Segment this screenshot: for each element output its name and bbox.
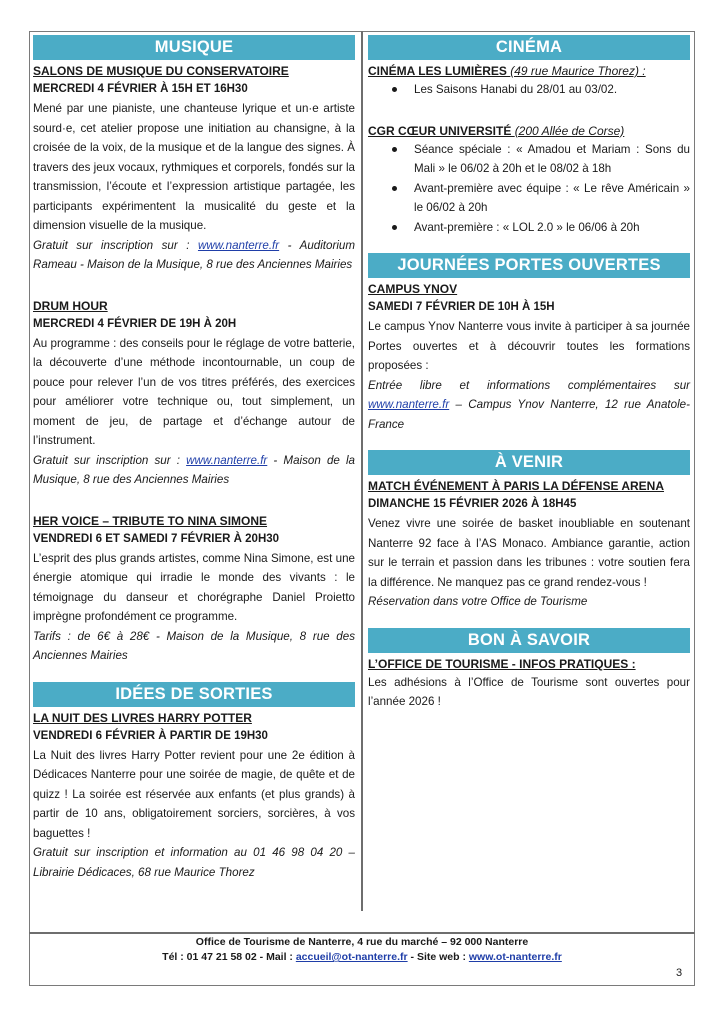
section-idees-de-sorties xyxy=(33,682,355,883)
footer-divider xyxy=(29,932,695,934)
venue-cgr-coeur-universite xyxy=(368,123,690,238)
section-header-bon-a-savoir: BON À SAVOIR xyxy=(368,628,690,653)
section-bon-a-savoir xyxy=(368,628,690,712)
screening-list xyxy=(388,140,690,238)
event-info: Réservation dans votre Office de Tourisme xyxy=(368,595,588,608)
bullet-icon xyxy=(392,147,397,152)
screening-item: Les Saisons Hanabi du 28/01 au 03/02. xyxy=(388,80,690,100)
screening-list xyxy=(388,80,690,100)
left-column xyxy=(33,35,355,882)
screening-item: Avant-première : « LOL 2.0 » le 06/06 à 20h xyxy=(388,218,690,238)
event-date: MERCREDI 4 FÉVRIER À 15H ET 16H30 xyxy=(33,83,248,95)
nanterre-link[interactable]: www.nanterre.fr xyxy=(186,453,268,467)
section-header-cinema: CINÉMA xyxy=(368,35,690,60)
event-salons-de-musique xyxy=(33,63,355,275)
info-prefix: Gratuit sur inscription sur : xyxy=(33,453,187,467)
event-date: SAMEDI 7 FÉVRIER DE 10H À 15H xyxy=(368,301,555,313)
info-suffix: - Maison de la Musique, 8 rue des Anciennes Mairies xyxy=(33,453,355,486)
event-title: MATCH ÉVÉNEMENT À PARIS LA DÉFENSE ARENA xyxy=(368,479,665,493)
website-link[interactable]: www.ot-nanterre.fr xyxy=(468,951,562,963)
event-title: LA NUIT DES LIVRES HARRY POTTER xyxy=(33,710,252,725)
venue-title xyxy=(368,63,690,80)
event-date: VENDREDI 6 ET SAMEDI 7 FÉVRIER À 20H30 xyxy=(33,532,280,545)
venue-name: CGR CŒUR UNIVERSITÉ xyxy=(368,123,515,138)
screening-item: Séance spéciale : « Amadou et Mariam : Sons du Mali » le 06/02 à 20h et le 08/02 à 18h xyxy=(388,140,690,179)
footer-web-label: - Site web : xyxy=(407,951,469,963)
event-title: DRUM HOUR xyxy=(33,298,108,313)
section-header-portes-ouvertes: JOURNÉES PORTES OUVERTES xyxy=(368,253,690,278)
event-date: VENDREDI 6 FÉVRIER À PARTIR DE 19H30 xyxy=(33,729,268,742)
event-date: MERCREDI 4 FÉVRIER DE 19H À 20H xyxy=(33,317,237,330)
section-header-a-venir: À VENIR xyxy=(368,450,690,475)
footer-tel: Tél : 01 47 21 58 02 - Mail : xyxy=(162,951,296,963)
event-description: Mené par une pianiste, une chanteuse lyrique et un·e artiste sourd·e, cet atelier propose une initiation au chansigne, à la croisée de la voix, de la musique et de la langue des signes. À travers des jeux vocaux, rythmiques et corporels, fondés sur la transmission, l’écoute et l’expression artistique partagée, les participants expérimentent la musicalité du geste et la dimension visuelle de la musique. xyxy=(33,102,355,232)
footer-address: Office de Tourisme de Nanterre, 4 rue du marché – 92 000 Nanterre xyxy=(195,936,529,948)
venue-address: (49 rue Maurice Thorez) : xyxy=(510,64,646,78)
info-suffix: - Auditorium Rameau - Maison de la Musique, 8 rue des Anciennes Mairies xyxy=(33,238,355,271)
event-description: Venez vivre une soirée de basket inoubliable en soutenant Nanterre 92 face à l’AS Monaco. Ambiance garantie, action sur le terrain et passion dans les tribunes : votre soutien fera la différence. Ne manquez pas ce grand rendez-vous ! xyxy=(368,517,690,589)
email-link[interactable]: accueil@ot-nanterre.fr xyxy=(295,951,408,963)
column-divider xyxy=(361,31,363,911)
event-drum-hour xyxy=(33,298,355,490)
venue-les-lumieres xyxy=(368,63,690,100)
section-musique xyxy=(33,35,355,666)
venue-title xyxy=(368,123,690,140)
event-description: Les adhésions à l’Office de Tourisme sont ouvertes pour l’année 2026 ! xyxy=(368,675,690,708)
page-number: 3 xyxy=(676,967,683,979)
event-description: La Nuit des livres Harry Potter revient pour une 2e édition à Dédicaces Nanterre pour une soirée de magie, de quête et de quizz ! La soirée est réservée aux enfants (et plus grands) à partir de 10 ans, obligatoirement sorciers, sorcières, à vos baguettes ! xyxy=(33,748,355,840)
section-a-venir xyxy=(368,450,690,612)
section-portes-ouvertes xyxy=(368,253,690,434)
info-suffix: – Campus Ynov Nanterre, 12 rue Anatole-France xyxy=(368,398,690,431)
event-date: DIMANCHE 15 FÉVRIER 2026 À 18H45 xyxy=(368,498,577,510)
footer-contact xyxy=(29,950,695,965)
bullet-icon xyxy=(392,186,397,191)
bullet-icon xyxy=(392,87,397,92)
venue-address: (200 Allée de Corse) xyxy=(514,123,625,138)
event-info: Tarifs : de 6€ à 28€ - Maison de la Musique, 8 rue des Anciennes Mairies xyxy=(33,629,355,662)
event-title: L’OFFICE DE TOURISME - INFOS PRATIQUES : xyxy=(368,656,636,671)
section-header-musique: MUSIQUE xyxy=(33,35,355,60)
right-column xyxy=(368,35,690,712)
event-her-voice xyxy=(33,513,355,666)
event-nuit-des-livres xyxy=(33,710,355,883)
event-description: Le campus Ynov Nanterre vous invite à participer à sa journée Portes ouvertes et à découvrir toutes les formations proposées : xyxy=(368,320,690,372)
event-title: HER VOICE – TRIBUTE TO NINA SIMONE xyxy=(33,513,268,528)
event-info xyxy=(368,376,690,435)
screening-item: Avant-première avec équipe : « Le rêve Américain » le 06/02 à 20h xyxy=(388,179,690,218)
event-title: SALONS DE MUSIQUE DU CONSERVATOIRE xyxy=(33,64,289,78)
nanterre-link[interactable]: www.nanterre.fr xyxy=(368,398,450,411)
event-info xyxy=(33,236,355,275)
nanterre-link[interactable]: www.nanterre.fr xyxy=(197,238,280,252)
venue-name: CINÉMA LES LUMIÈRES xyxy=(368,64,511,78)
footer xyxy=(29,935,695,965)
info-prefix: Gratuit sur inscription sur : xyxy=(33,238,198,252)
event-info xyxy=(33,451,355,490)
event-description: L’esprit des plus grands artistes, comme Nina Simone, est une énergie atomique qui irradie le monde des vivants : le témoignage du danseur et chorégraphe Daniel Proietto imprègne profondément ce programme. xyxy=(33,551,355,623)
section-header-sorties: IDÉES DE SORTIES xyxy=(33,682,355,707)
event-description: Au programme : des conseils pour le réglage de votre batterie, la découverte d’une méthode incontournable, un coup de pouce pour relever l’un de vos titres préférés, des exercices pour améliorer votre technique ou, tout simplement, un moment de jeu, de partage et d’échange autour de l’instrument. xyxy=(33,336,355,447)
event-title: CAMPUS YNOV xyxy=(368,282,458,296)
bullet-icon xyxy=(392,225,397,230)
event-info: Gratuit sur inscription et information au 01 46 98 04 20 – Librairie Dédicaces, 68 rue Maurice Thorez xyxy=(33,846,355,879)
info-prefix: Entrée libre et informations complémentaires sur xyxy=(368,378,690,392)
section-cinema xyxy=(368,35,690,237)
